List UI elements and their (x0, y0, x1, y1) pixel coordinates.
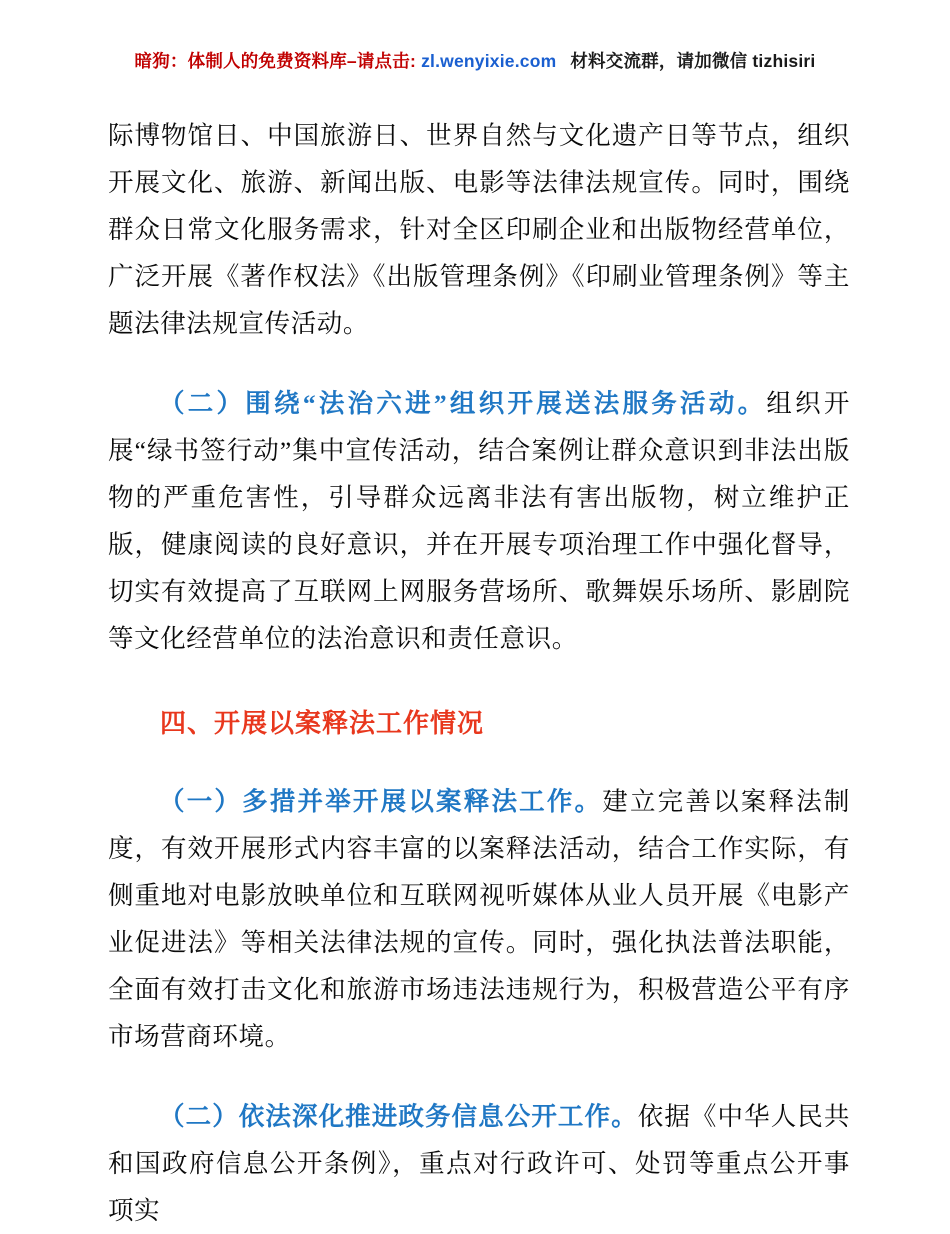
header-brand: 暗狗：体制人的免费资料库 (134, 51, 347, 71)
paragraph-subsection-two (108, 1093, 850, 1234)
paragraph-lead-two: （二）围绕“法治六进”组织开展送法服务活动。 (159, 389, 767, 418)
heading-bottom-spacer (108, 747, 850, 778)
paragraph-spacer-two (108, 1060, 850, 1093)
paragraph-section-two (108, 380, 850, 662)
paragraph-spacer (108, 347, 850, 380)
header-link[interactable]: zl.wenyixie.com (421, 51, 557, 71)
header-dash: – (346, 51, 357, 71)
section-heading-four: 四、开展以案释法工作情况 (160, 708, 485, 738)
paragraph-text-three: 建立完善以案释法制度，有效开展形式内容丰富的以案释法活动，结合工作实际，有侧重地对电影放映单位和互联网视听媒体从业人员开展《电影产业促进法》等相关法律法规的宣传。同时，强化执法普法职能，全面有效打击文化和旅游市场违法违规行为，积极营造公平有序市场营商环境。 (108, 787, 850, 1051)
paragraph-lead-three: （一）多措并举开展以案释法工作。 (159, 787, 603, 816)
header-note: 材料交流群，请加微信 tizhisiri (570, 51, 816, 71)
paragraph-continued: 际博物馆日、中国旅游日、世界自然与文化遗产日等节点，组织开展文化、旅游、新闻出版、电影等法律法规宣传。同时，围绕群众日常文化服务需求，针对全区印刷企业和出版物经营单位，广泛开展《著作权法》《出版管理条例》《印刷业管理条例》等主题法律法规宣传活动。 (108, 121, 850, 338)
paragraph-lead-four: （二）依法深化推进政务信息公开工作。 (159, 1102, 638, 1131)
document-body (108, 112, 850, 1234)
header-click-label: 请点击: (356, 51, 416, 71)
page-header-watermark (0, 48, 950, 73)
paragraph-text-four: 依据《中华人民共和国政府信息公开条例》，重点对行政许可、处罚等重点公开事项实 (108, 1102, 850, 1225)
paragraph-subsection-one (108, 778, 850, 1060)
section-title-spacer (108, 662, 850, 699)
paragraph-text-two: 组织开展“绿书签行动”集中宣传活动，结合案例让群众意识到非法出版物的严重危害性，引导群众远离非法有害出版物，树立维护正版，健康阅读的良好意识，并在开展专项治理工作中强化督导，切实有效提高了互联网上网服务营场所、歌舞娱乐场所、影剧院等文化经营单位的法治意识和责任意识。 (108, 389, 850, 653)
